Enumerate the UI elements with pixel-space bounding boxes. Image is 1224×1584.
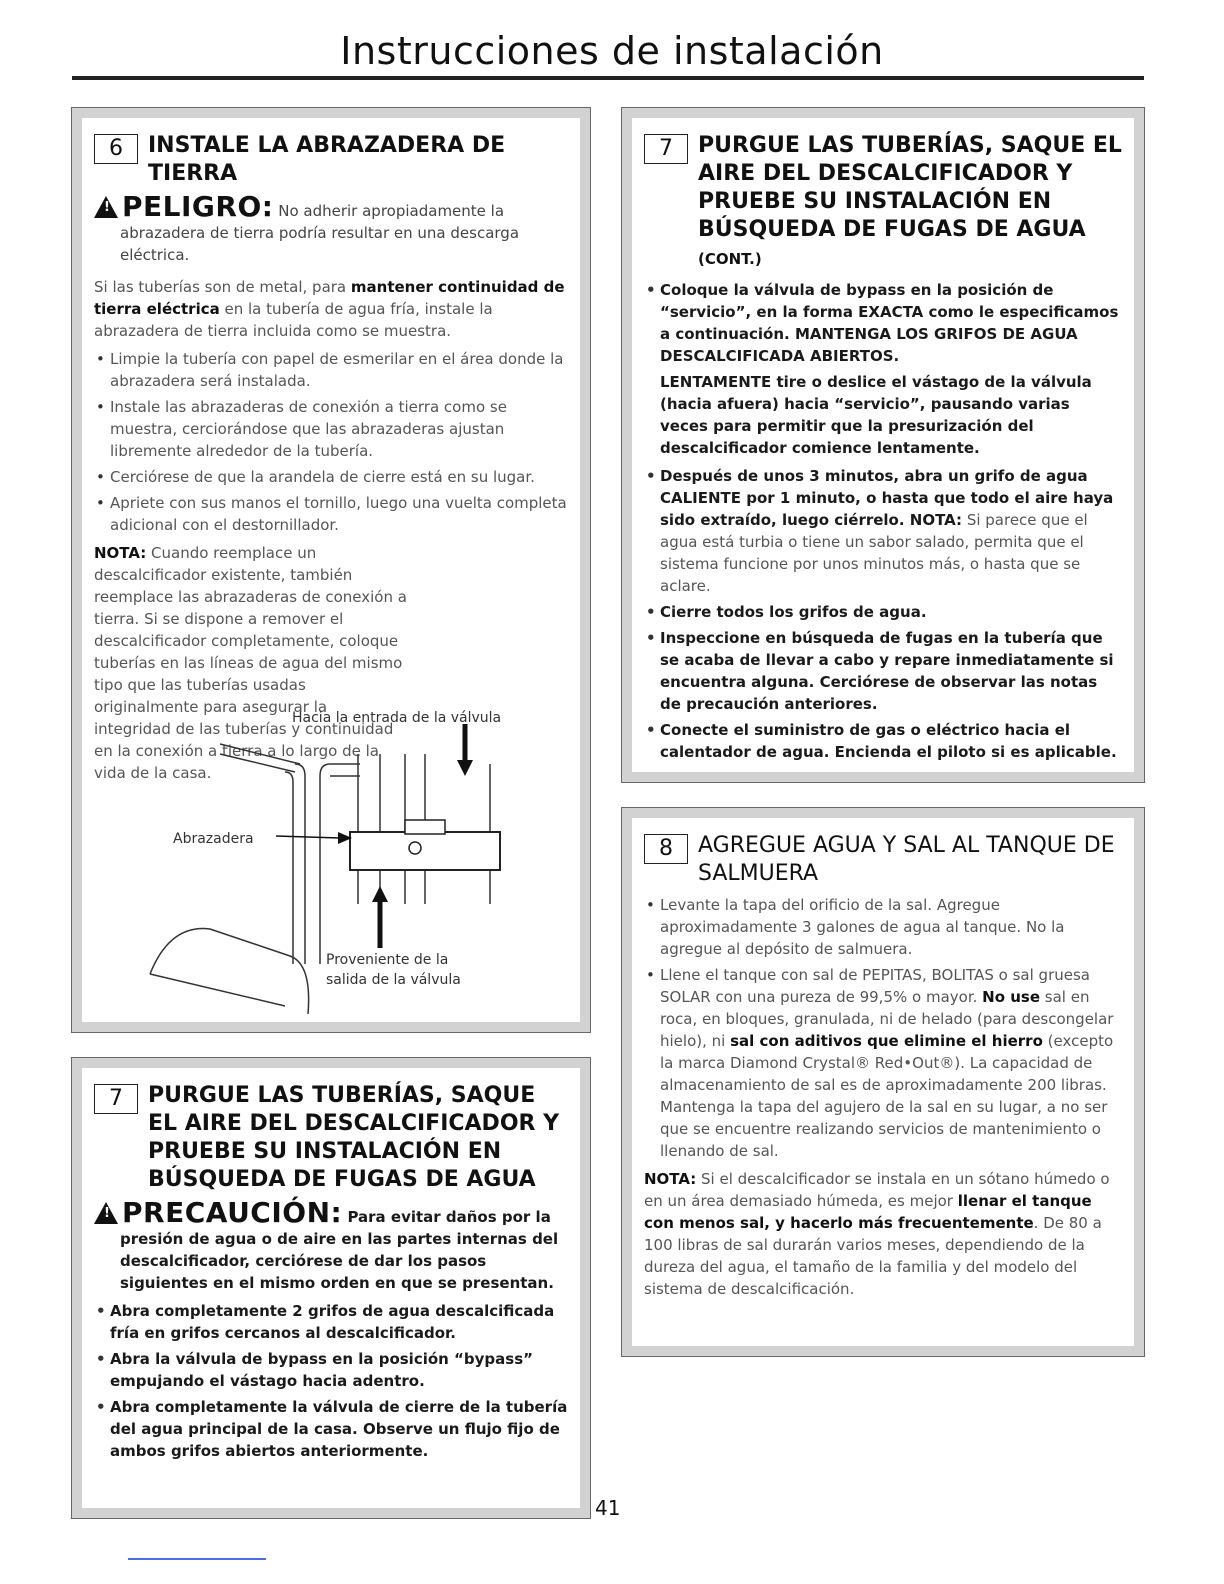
danger-word: PELIGRO: [122, 190, 274, 223]
caution-text-1: Para evitar daños por la [347, 1208, 551, 1226]
list-item: • Inspeccione en búsqueda de fugas en la tubería que se acaba de llevar a cabo y repare inmediatamente si encuentra alguna. Cerciórese de observar las notas de precaución anteriores. [644, 627, 1122, 715]
section-7-cont-number: 7 [644, 134, 688, 164]
section-8-box [622, 808, 1144, 1356]
danger-text-1: No adherir apropiadamente la [278, 202, 505, 220]
section-7-cont-title-text: PURGUE LAS TUBERÍAS, SAQUE EL AIRE DEL DESCALCIFICADOR Y PRUEBE SU INSTALACIÓN EN BÚSQUEDA DE FUGAS DE AGUA [698, 133, 1122, 242]
bullet-2-c: sal en roca, en bloques, granulada, ni de helado (para descongelar hielo), ni [660, 988, 1114, 1050]
section-8-note [644, 1168, 1122, 1300]
section-6-title: INSTALE LA ABRAZADERA DE TIERRA [148, 133, 506, 186]
bullet-2-note: Si parece que el agua está turbia o tiene un sabor salado, permita que el sistema funcione por unos minutos más, o hasta que se aclare. [660, 511, 1088, 595]
section-7-title: PURGUE LAS TUBERÍAS, SAQUE EL AIRE DEL DESCALCIFICADOR Y PRUEBE SU INSTALACIÓN EN BÚSQUEDA DE FUGAS DE AGUA [148, 1083, 560, 1192]
caution-warning [94, 1196, 568, 1294]
section-7-header [94, 1082, 568, 1194]
bullet-2-bold: Después de unos 3 minutos, abra un grifo de agua CALIENTE por 1 minuto, o hasta que todo el aire haya sido extraído, luego ciérrelo. NOTA: [660, 467, 1114, 529]
section-6-bullets [94, 348, 568, 536]
intro-text-a: Si las tuberías son de metal, para [94, 278, 351, 296]
ground-clamp-diagram [80, 710, 580, 1020]
caution-word: PRECAUCIÓN: [122, 1196, 343, 1229]
intro-text-c: en la tubería de agua fría, instale la abrazadera de tierra incluida como se muestra. [94, 300, 493, 340]
warning-triangle-icon: ! [94, 1202, 118, 1224]
note-label: NOTA: [94, 544, 147, 562]
section-6-number: 6 [94, 134, 138, 164]
section-7-cont-box [622, 108, 1144, 782]
list-item [644, 465, 1122, 597]
list-item: • Coloque la válvula de bypass en la posición de “servicio”, en la forma EXACTA como le especificamos a continuación. MANTENGA LOS GRIFOS DE AGUA DESCALCIFICADA ABIERTOS. [644, 279, 1122, 367]
page-number: 41 [595, 1496, 621, 1520]
section-7-box [72, 1058, 590, 1518]
title-rule [72, 76, 1144, 80]
list-item: • Cierre todos los grifos de agua. [644, 601, 1122, 623]
page-title: Instrucciones de instalación [340, 29, 884, 73]
section-8-bullets [644, 894, 1122, 1162]
bullet-2-e: (excepto la marca Diamond Crystal® Red•Out®). La capacidad de almacenamiento de sal es de aproximadamente 200 libras. Mantenga la tapa del agujero de la sal en su lugar, a no ser que se encuentre realizando servicios de mantenimiento o llenando de sal. [660, 1032, 1114, 1160]
section-8-header [644, 832, 1122, 888]
note-label: NOTA: [644, 1170, 697, 1188]
list-item: • Cerciórese de que la arandela de cierre está en su lugar. [94, 466, 568, 488]
diagram-label-inlet: Hacia la entrada de la válvula [292, 710, 502, 726]
list-item: • Abra la válvula de bypass en la posición “bypass” empujando el vástago hacia adentro. [94, 1348, 568, 1392]
list-item: • Conecte el suministro de gas o eléctrico hacia el calentador de agua. Encienda el piloto si es aplicable. [644, 719, 1122, 763]
section-6-intro [94, 276, 568, 342]
section-7-cont-bullets-2 [644, 465, 1122, 763]
footer-link-line [128, 1558, 266, 1560]
list-item: • Abra completamente 2 grifos de agua descalcificada fría en grifos cercanos al descalcificador. [94, 1300, 568, 1344]
bullet-2-d: sal con aditivos que elimine el hierro [730, 1032, 1043, 1050]
warning-triangle-icon: ! [94, 196, 118, 218]
diagram-label-outlet-1: Proveniente de la [326, 952, 449, 968]
list-item: • Abra completamente la válvula de cierre de la tubería del agua principal de la casa. Observe un flujo fijo de ambos grifos abiertos anteriormente. [94, 1396, 568, 1462]
danger-text-2: abrazadera de tierra podría resultar en una descarga eléctrica. [120, 224, 520, 264]
bullet-2-a: Llene el tanque con sal de PEPITAS, BOLITAS o sal gruesa SOLAR con una pureza de 99,5% o mayor. [660, 966, 1090, 1006]
section-7-number: 7 [94, 1084, 138, 1114]
note-c: . De 80 a 100 libras de sal durarán varios meses, dependiendo de la dureza del agua, el tamaño de la familia y del modelo del sistema de descalcificación. [644, 1214, 1102, 1298]
section-7-cont-title [698, 132, 1122, 273]
list-item: • Levante la tapa del orificio de la sal. Agregue aproximadamente 3 galones de agua al tanque. No la agregue al depósito de salmuera. [644, 894, 1122, 960]
section-8-title: AGREGUE AGUA Y SAL AL TANQUE DE SALMUERA [698, 833, 1115, 886]
section-7-cont-header [644, 132, 1122, 273]
section-7-cont-bullets [644, 279, 1122, 367]
diagram-label-clamp: Abrazadera [173, 831, 254, 847]
danger-warning [94, 190, 568, 266]
list-item: • Limpie la tubería con papel de esmerilar en el área donde la abrazadera será instalada. [94, 348, 568, 392]
note-b: llenar el tanque con menos sal, y hacerlo más frecuentemente [644, 1192, 1092, 1232]
slowly-paragraph: LENTAMENTE tire o deslice el vástago de la válvula (hacia afuera) hacia “servicio”, pausando varias veces para permitir que la presurización del descalcificador comience lentamente. [660, 373, 1092, 457]
section-8-number: 8 [644, 834, 688, 864]
section-7-bullets [94, 1300, 568, 1462]
list-item [644, 964, 1122, 1162]
bullet-2-b: No use [982, 988, 1041, 1006]
list-item: • Apriete con sus manos el tornillo, luego una vuelta completa adicional con el destornillador. [94, 492, 568, 536]
cont-label: (CONT.) [698, 250, 762, 268]
caution-text-2: presión de agua o de aire en las partes internas del descalcificador, cerciórese de dar los pasos siguientes en el mismo orden en que se presentan. [120, 1230, 559, 1292]
note-a: Si el descalcificador se instala en un sótano húmedo o en un área demasiado húmeda, es mejor [644, 1170, 1110, 1210]
list-item: • Instale las abrazaderas de conexión a tierra como se muestra, cerciorándose que las abrazaderas ajustan libremente alrededor de la tubería. [94, 396, 568, 462]
note-text: Cuando reemplace un descalcificador existente, también reemplace las abrazaderas de conexión a tierra. Si se dispone a remover el descalcificador completamente, coloque tuberías en las líneas de agua del mismo tipo que las tuberías usadas originalmente para asegurar la integridad de las tuberías y continuidad en la conexión a tierra a lo largo de la vida de la casa. [94, 544, 407, 782]
diagram-label-outlet-2: salida de la válvula [326, 972, 461, 988]
section-6-header [94, 132, 568, 188]
intro-text-b: mantener continuidad de tierra eléctrica [94, 278, 565, 318]
